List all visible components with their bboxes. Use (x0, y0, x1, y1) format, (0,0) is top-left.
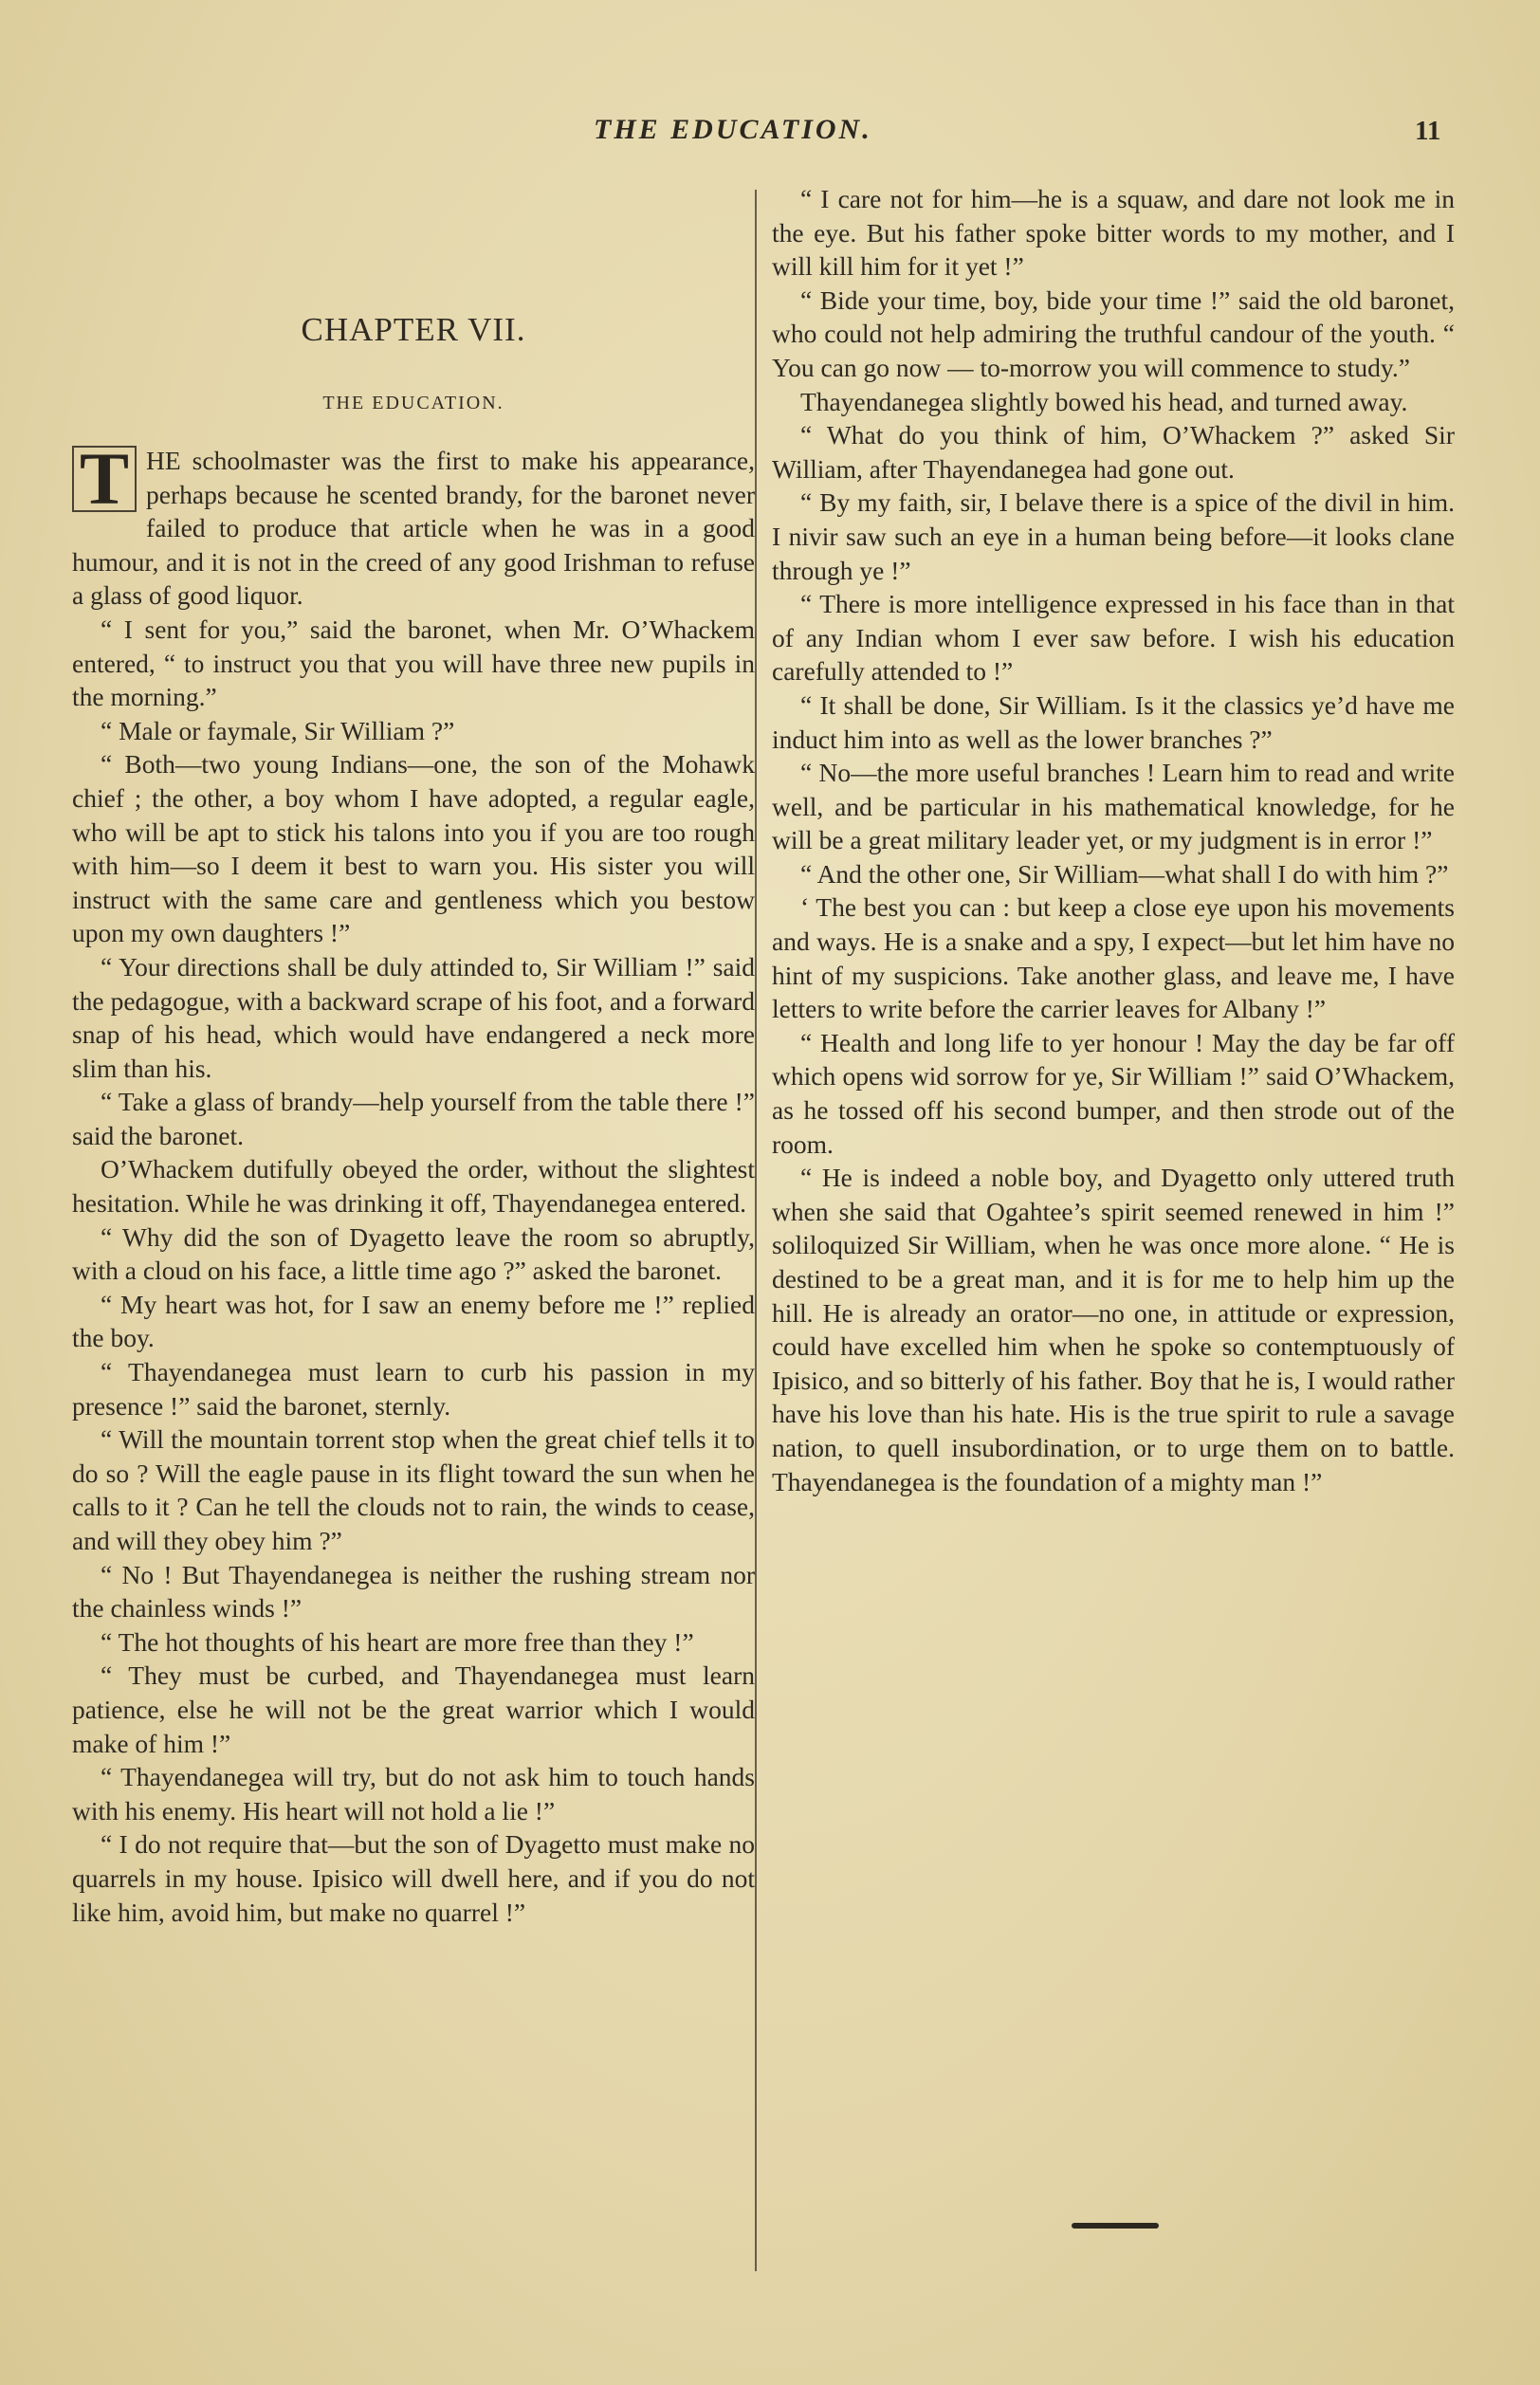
paragraph: “ By my faith, sir, I belave there is a spice of the divil in him. I nivir saw such an eye in a human being before—it looks clane through ye !” (772, 487, 1455, 585)
paragraph: “ My heart was hot, for I saw an enemy before me !” replied the boy. (72, 1289, 755, 1353)
paragraph: ‘ The best you can : but keep a close eye upon his movements and ways. He is a snake and a spy, I expect—but let him have no hint of my suspicions. Take another glass, and leave me, I have letters to write before the carrier leaves for Albany !” (772, 892, 1455, 1024)
left-column (72, 437, 755, 1929)
opening-text: HE schoolmaster was the first to make his appearance, perhaps because he scented brandy, for the baronet never failed to produce that article when he was in a good humour, and it is not in the creed of any good Irishman to refuse a glass of good liquor. (72, 446, 755, 611)
chapter-heading: CHAPTER VII. (301, 311, 526, 348)
paragraph: “ Health and long life to yer honour ! May the day be far off which opens wid sorrow for ye, Sir William !” said O’Whackem, as he tossed off his second bumper, and then strode out of the room. (772, 1027, 1455, 1159)
paragraph: “ Thayendanegea will try, but do not ask him to touch hands with his enemy. His heart will not hold a lie !” (72, 1762, 755, 1825)
paragraph: “ What do you think of him, O’Whackem ?” asked Sir William, after Thayendanegea had gone out. (772, 420, 1455, 484)
paragraph: “ Your directions shall be duly attinded to, Sir William !” said the pedagogue, with a backward scrape of his foot, and a forward snap of his head, which would have endangered a neck more slim than his. (72, 951, 755, 1083)
chapter-subtitle: THE EDUCATION. (322, 393, 504, 413)
paragraph: “ Bide your time, boy, bide your time !” said the old baronet, who could not help admiring the truthful candour of the youth. “ You can go now — to-morrow you will commence to study.” (772, 284, 1455, 382)
paragraph: “ Why did the son of Dyagetto leave the room so abruptly, with a cloud on his face, a little time ago ?” asked the baronet. (72, 1221, 755, 1286)
page-number: 11 (1415, 116, 1441, 146)
paragraph: “ The hot thoughts of his heart are more free than they !” (101, 1626, 694, 1657)
paragraph: “ And the other one, Sir William—what shall I do with him ?” (800, 858, 1449, 889)
paragraph: “ No ! But Thayendanegea is neither the rushing stream nor the chainless winds !” (72, 1559, 755, 1624)
running-title: THE EDUCATION. (594, 114, 872, 145)
running-head (0, 114, 1540, 152)
paragraph: “ There is more intelligence expressed in his face than in that of any Indian whom I ever saw before. I wish his education carefully attended to !” (772, 589, 1455, 687)
paragraph: “ I do not require that—but the son of Dyagetto must make no quarrels in my house. Ipisico will dwell here, and if you do not like him, avoid him, but make no quarrel !” (72, 1829, 755, 1927)
drop-cap: T (72, 446, 137, 512)
paragraph: “ I care not for him—he is a squaw, and dare not look me in the eye. But his father spoke bitter words to my mother, and I will kill him for it yet !” (772, 184, 1455, 282)
paragraph: “ Take a glass of brandy—help yourself from the table there !” said the baronet. (72, 1087, 755, 1150)
opening-paragraph (72, 437, 755, 613)
end-ornament-rule (1072, 2223, 1159, 2229)
paragraph: Thayendanegea slightly bowed his head, and turned away. (800, 386, 1408, 416)
paragraph: “ They must be curbed, and Thayendanegea must learn patience, else he will not be the great warrior which I would make of him !” (72, 1660, 755, 1758)
paragraph: “ He is indeed a noble boy, and Dyagetto only uttered truth when she said that Ogahtee’s spirit seemed renewed in him !” soliloquized Sir William, when he was once more alone. “ He is destined to be a great man, and it is for me to help him up the hill. He is already an orator—no one, in attitude or expression, could have excelled him when he spoke so contemptuously of Ipisico, and so bitterly of his father. Boy that he is, I would rather have his love than his hate. His is the true spirit to rule a savage nation, to quell insubordination, or to urge them on to battle. Thayendanegea is the foundation of a mighty man !” (772, 1163, 1455, 1496)
right-column (772, 182, 1455, 1498)
column-divider (755, 190, 757, 2271)
paragraph: “ No—the more useful branches ! Learn him to read and write well, and be particular in his mathematical knowledge, for he will be a great military leader yet, or my judgment is in error !” (772, 758, 1455, 855)
paragraph: “ Will the mountain torrent stop when the great chief tells it to do so ? Will the eagle pause in its flight toward the sun when he calls to it ? Can he tell the clouds not to rain, the winds to cease, and will they obey him ?” (72, 1424, 755, 1555)
paragraph: “ Thayendanegea must learn to curb his passion in my presence !” said the baronet, sternly. (72, 1357, 755, 1421)
paragraph: “ Male or faymale, Sir William ?” (101, 715, 455, 745)
paragraph: O’Whackem dutifully obeyed the order, without the slightest hesitation. While he was drinking it off, Thayendanegea entered. (72, 1154, 755, 1219)
paragraph: “ It shall be done, Sir William. Is it the classics ye’d have me induct him into as well as the lower branches ?” (772, 689, 1455, 754)
paragraph: “ I sent for you,” said the baronet, when Mr. O’Whackem entered, “ to instruct you that you will have three new pupils in the morning.” (72, 614, 755, 712)
paragraph: “ Both—two young Indians—one, the son of the Mohawk chief ; the other, a boy whom I have adopted, a regular eagle, who will be apt to stick his talons into you if you are too rough with him—so I deem it best to warn you. His sister you will instruct with the same care and gentleness which you bestow upon my own daughters !” (72, 749, 755, 948)
